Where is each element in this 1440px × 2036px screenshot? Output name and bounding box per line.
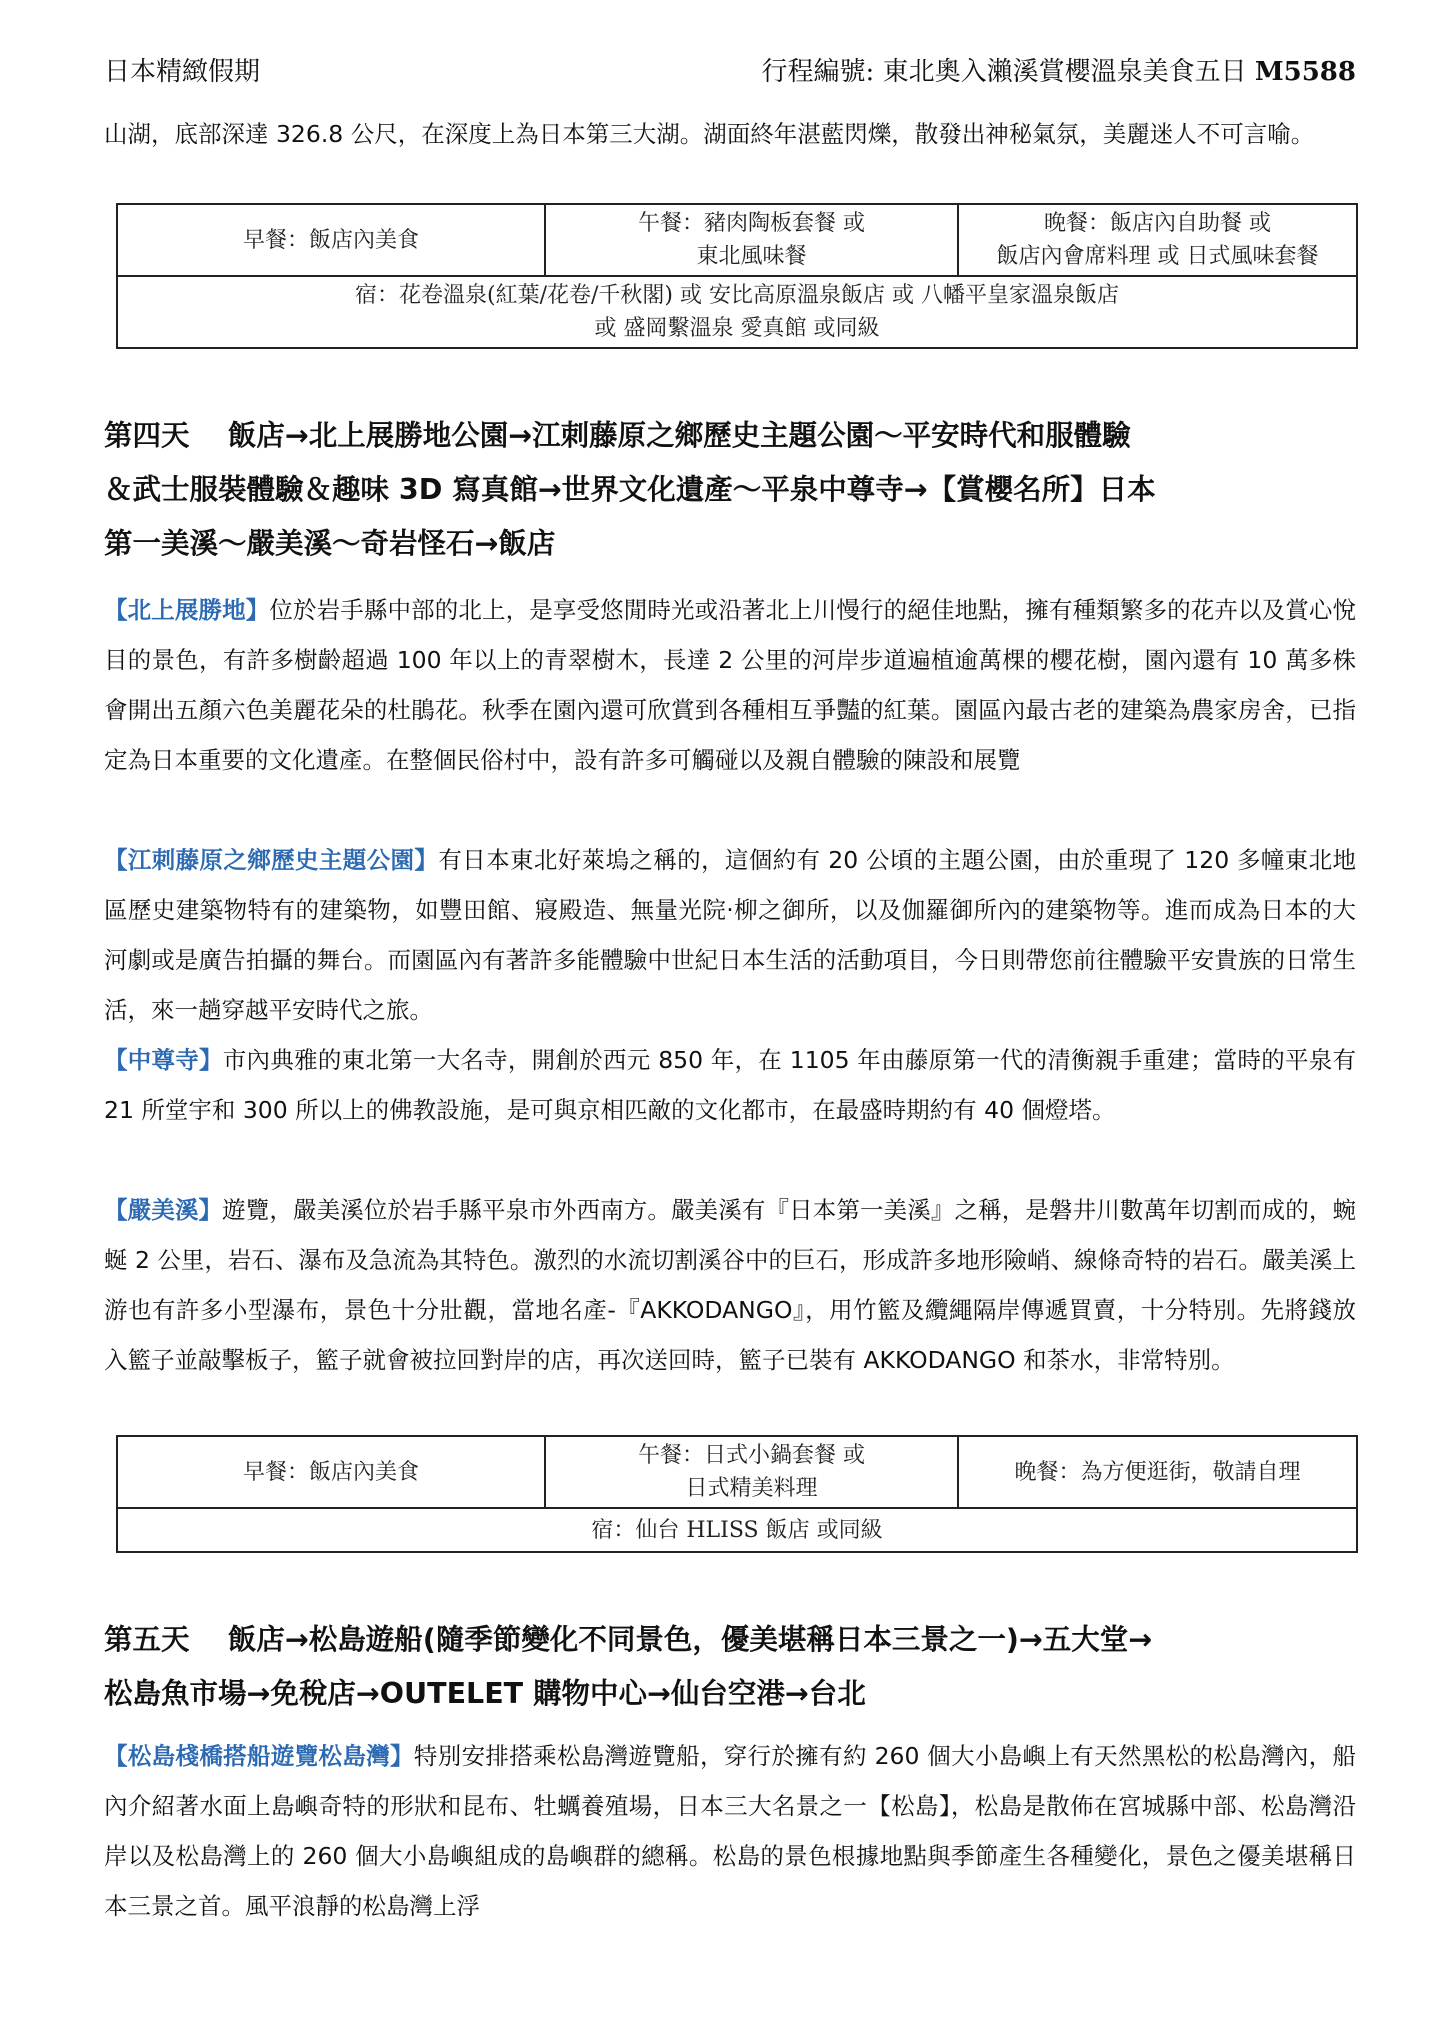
section-esashi — [104, 835, 1356, 1035]
hotel-line: 宿：花卷溫泉(紅葉/花卷/千秋閣) 或 安比高原溫泉飯店 或 八幡平皇家溫泉飯店 — [355, 283, 1119, 308]
hotel-row — [117, 276, 1357, 348]
brand-name: 日本精緻假期 — [104, 57, 261, 87]
dinner-cell: 晚餐：為方便逛街，敬請自理 — [958, 1436, 1357, 1508]
lunch-line: 午餐：豬肉陶板套餐 或 — [638, 211, 865, 236]
lunch-line: 東北風味餐 — [696, 244, 807, 269]
section-kitakami — [104, 585, 1356, 785]
itinerary-code — [762, 50, 1356, 94]
dinner-line: 晚餐：飯店內自助餐 或 — [1044, 211, 1271, 236]
section-genbikei — [104, 1185, 1356, 1385]
section-tag: 【嚴美溪】 — [104, 1196, 223, 1224]
section-tag: 【中尊寺】 — [104, 1046, 223, 1074]
section-text: 遊覽，嚴美溪位於岩手縣平泉市外西南方。嚴美溪有『日本第一美溪』之稱，是磐井川數萬年切割而成的，蜿蜒 2 公里，岩石、瀑布及急流為其特色。激烈的水流切割溪谷中的巨石，形成許多地形險峭、線條奇特的岩石。嚴美溪上游也有許多小型瀑布，景色十分壯觀，當地名產-『AKKODANGO』，用竹籃及纜繩隔岸傳遞買賣，十分特別。先將錢放入籃子並敲擊板子，籃子就會被拉回對岸的店，再次送回時，籃子已裝有 AKKODANGO 和茶水，非常特別。 — [104, 1196, 1356, 1374]
hotel-cell — [117, 276, 1357, 348]
dinner-line: 飯店內會席料理 或 日式風味套餐 — [996, 244, 1319, 269]
section-tag: 【江刺藤原之鄉歷史主題公園】 — [104, 846, 439, 874]
section-text: 市內典雅的東北第一大名寺，開創於西元 850 年，在 1105 年由藤原第一代的清衡親手重建；當時的平泉有 21 所堂宇和 300 所以上的佛教設施，是可與京相匹敵的文化都市，在最盛時期約有 40 個燈塔。 — [104, 1046, 1356, 1124]
hotel-row — [117, 1508, 1357, 1552]
page-header — [104, 50, 1356, 94]
section-chusonji — [104, 1035, 1356, 1135]
day4-title-line: 第四天 飯店→北上展勝地公園→江刺藤原之鄉歷史主題公園～平安時代和服體驗 — [104, 419, 1131, 452]
lunch-cell — [545, 1436, 958, 1508]
section-matsushima — [104, 1731, 1356, 1931]
breakfast-cell: 早餐：飯店內美食 — [117, 1436, 545, 1508]
section-tag: 【松島棧橋搭船遊覽松島灣】 — [104, 1742, 414, 1770]
meal-row — [117, 1436, 1357, 1508]
hotel-line: 或 盛岡繫溫泉 愛真館 或同級 — [594, 316, 880, 341]
hotel-cell: 宿：仙台 HLISS 飯店 或同級 — [117, 1508, 1357, 1552]
day4-title-line: 第一美溪～嚴美溪～奇岩怪石→飯店 — [104, 527, 556, 560]
section-tag: 【北上展勝地】 — [104, 596, 270, 624]
breakfast-cell: 早餐：飯店內美食 — [117, 204, 545, 276]
dinner-cell — [958, 204, 1357, 276]
itinerary-number: M5588 — [1254, 57, 1356, 87]
section-text: 特別安排搭乘松島灣遊覽船，穿行於擁有約 260 個大小島嶼上有天然黑松的松島灣內，船內介紹著水面上島嶼奇特的形狀和昆布、牡蠣養殖場，日本三大名景之一【松島】，松島是散佈在宮城縣中部、松島灣沿岸以及松島灣上的 260 個大小島嶼組成的島嶼群的總稱。松島的景色根據地點與季節產生各種變化，景色之優美堪稱日本三景之首。風平浪靜的松島灣上浮 — [104, 1742, 1357, 1920]
day4-meal-table — [116, 1435, 1358, 1553]
day3-meal-table — [116, 203, 1358, 349]
day4-title-line: ＆武士服裝體驗＆趣味 3D 寫真館→世界文化遺產～平泉中尊寺→【賞櫻名所】日本 — [104, 473, 1156, 506]
meal-row — [117, 204, 1357, 276]
section-text: 有日本東北好萊塢之稱的，這個約有 20 公頃的主題公園，由於重現了 120 多幢東北地區歷史建築物特有的建築物，如豐田館、寢殿造、無量光院‧柳之御所，以及伽羅御所內的建築物等。進而成為日本的大河劇或是廣告拍攝的舞台。而園區內有著許多能體驗中世紀日本生活的活動項目，今日則帶您前往體驗平安貴族的日常生活，來一趟穿越平安時代之旅。 — [104, 846, 1357, 1024]
day5-title-line: 松島魚市場→免稅店→OUTELET 購物中心→仙台空港→台北 — [104, 1677, 866, 1710]
lunch-cell — [545, 204, 958, 276]
day5-title-line: 第五天 飯店→松島遊船(隨季節變化不同景色，優美堪稱日本三景之一)→五大堂→ — [104, 1623, 1153, 1656]
itinerary-label: 行程編號: 東北奧入瀨溪賞櫻溫泉美食五日 — [761, 57, 1247, 87]
lunch-line: 午餐：日式小鍋套餐 或 — [638, 1443, 865, 1468]
lunch-line: 日式精美料理 — [685, 1476, 818, 1501]
intro-paragraph: 山湖，底部深達 326.8 公尺，在深度上為日本第三大湖。湖面終年湛藍閃爍，散發出神秘氣氛，美麗迷人不可言喻。 — [104, 120, 1315, 148]
day5-title — [104, 1613, 1356, 1721]
day4-title — [104, 409, 1356, 571]
section-text: 位於岩手縣中部的北上，是享受悠閒時光或沿著北上川慢行的絕佳地點，擁有種類繁多的花卉以及賞心悅目的景色，有許多樹齡超過 100 年以上的青翠樹木，長達 2 公里的河岸步道遍植逾萬棵的櫻花樹，園內還有 10 萬多株會開出五顏六色美麗花朵的杜鵑花。秋季在園內還可欣賞到各種相互爭豔的紅葉。園區內最古老的建築為農家房舍，已指定為日本重要的文化遺產。在整個民俗村中，設有許多可觸碰以及親自體驗的陳設和展覽 — [104, 596, 1356, 774]
